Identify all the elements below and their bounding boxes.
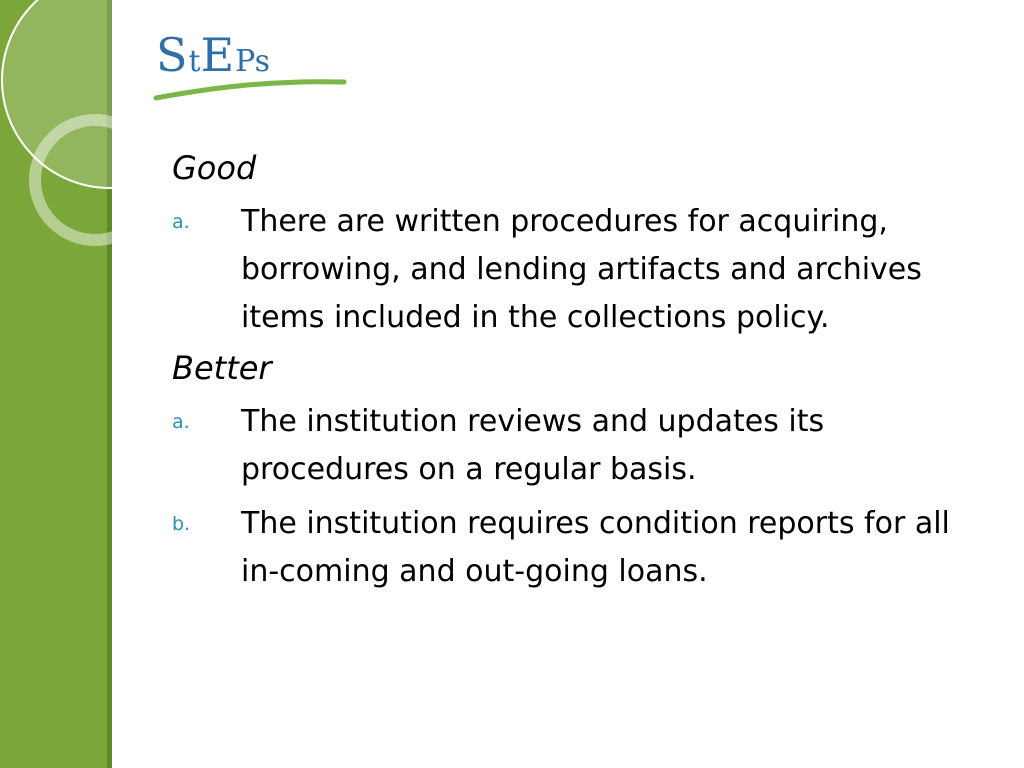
logo-swoosh — [150, 68, 350, 108]
logo-letter: E — [200, 28, 236, 82]
section-good — [172, 148, 972, 342]
list-item — [172, 198, 972, 342]
list-marker: a. — [172, 211, 190, 233]
logo-letter: P — [235, 44, 255, 79]
section-heading: Better — [172, 349, 272, 387]
section-heading: Good — [172, 149, 257, 187]
list-item-text: The institution reviews and updates its procedures on a regular basis. — [241, 404, 825, 487]
list-marker: a. — [172, 411, 190, 433]
section-better — [172, 348, 972, 596]
list-item — [172, 398, 972, 494]
logo-letter: s — [254, 44, 270, 79]
list-item-text: The institution requires condition reports for all in-coming and out-going loans. — [241, 506, 950, 589]
logo-letter: t — [188, 44, 201, 79]
list-item-text: There are written procedures for acquiring, borrowing, and lending artifacts and archives items included in the collections policy. — [241, 204, 922, 335]
logo-letter: S — [156, 28, 189, 82]
list-marker: b. — [172, 513, 191, 535]
list-item — [172, 500, 972, 596]
steps-logo — [150, 28, 350, 114]
slide-content — [172, 148, 972, 602]
